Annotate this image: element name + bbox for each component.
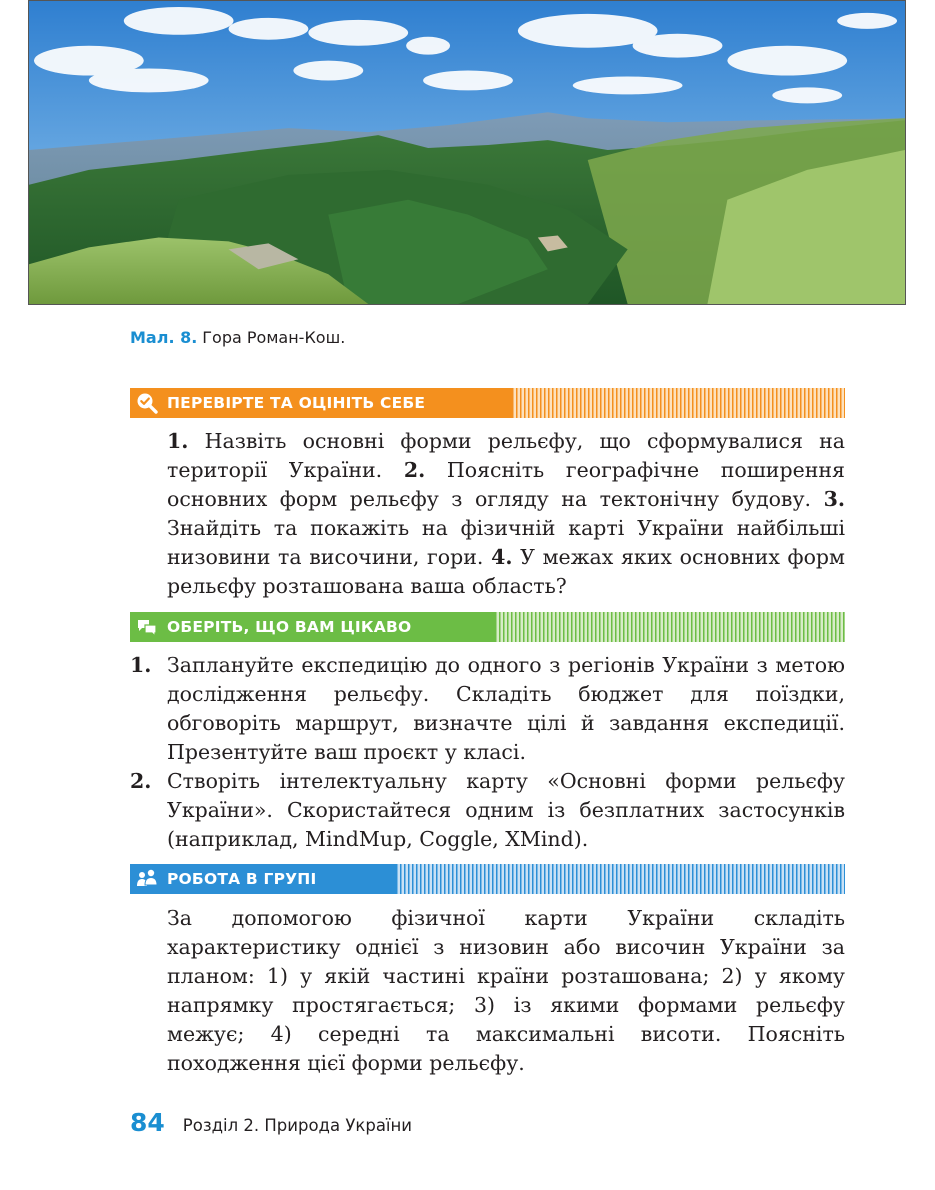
chat-bubbles-icon	[136, 616, 158, 638]
choose-interest-header	[130, 612, 845, 642]
header-stripes	[512, 388, 845, 418]
header-stripes	[495, 612, 845, 642]
figure-label: Мал. 8.	[130, 328, 198, 347]
page-footer	[130, 1108, 412, 1137]
group-work-header	[130, 864, 845, 894]
section-title: Розділ 2. Природа України	[182, 1116, 413, 1135]
question-number: 3.	[823, 487, 845, 511]
item-number: 1.	[130, 653, 152, 677]
question-number: 2.	[403, 458, 426, 482]
group-work-text: За допомогою фізичної карти України складіть характеристику однієї з низовин або височин України за планом: 1) у якій частині країни розташована; 2) у якому напрямку простягається; 3) із якими формами рельєфу межує; 4) середні та максимальні висоти. Поясніть походження цієї форми рельєфу.	[167, 906, 845, 1075]
question-text: У межах яких основних форм рельєфу розташована ваша область?	[167, 545, 845, 598]
figure-caption	[130, 328, 345, 347]
list-item	[130, 767, 845, 854]
item-text: Створіть інтелектуальну карту «Основні форми рельєфу України». Скористайтеся одним із безплатних застосунків (наприклад, MindMup, Coggle, XMind).	[167, 769, 845, 851]
question-number: 1.	[167, 429, 189, 453]
question-text: Назвіть основні форми рельєфу, що сформувалися на території України.	[167, 429, 845, 482]
interest-task-list	[130, 651, 845, 854]
check-yourself-questions	[167, 427, 845, 601]
figure-caption-text: Гора Роман-Кош.	[202, 328, 346, 347]
question-number: 4.	[491, 545, 513, 569]
group-work-title: РОБОТА В ГРУПІ	[167, 870, 317, 888]
group-people-icon	[136, 868, 158, 890]
check-yourself-header	[130, 388, 845, 418]
check-yourself-title: ПЕРЕВІРТЕ ТА ОЦІНІТЬ СЕБЕ	[167, 394, 426, 412]
magnifier-check-icon	[136, 392, 158, 414]
item-text: Заплануйте експедицію до одного з регіонів України з метою дослідження рельєфу. Складіть бюджет для поїздки, обговоріть маршрут, визначте цілі й завдання експедиції. Презентуйте ваш проєкт у класі.	[167, 653, 845, 764]
question-text: Поясніть географічне поширення основних форм рельєфу з огляду на тектонічну будову.	[167, 458, 845, 511]
list-item	[130, 651, 845, 767]
page-number: 84	[130, 1108, 165, 1137]
item-number: 2.	[130, 769, 152, 793]
choose-interest-title: ОБЕРІТЬ, ЩО ВАМ ЦІКАВО	[167, 618, 412, 636]
question-text: Знайдіть та покажіть на фізичній карті України найбільші низовини та височини, гори.	[167, 516, 845, 569]
header-stripes	[396, 864, 845, 894]
mountain-landscape-image	[29, 1, 905, 304]
mountain-photo	[28, 0, 906, 305]
